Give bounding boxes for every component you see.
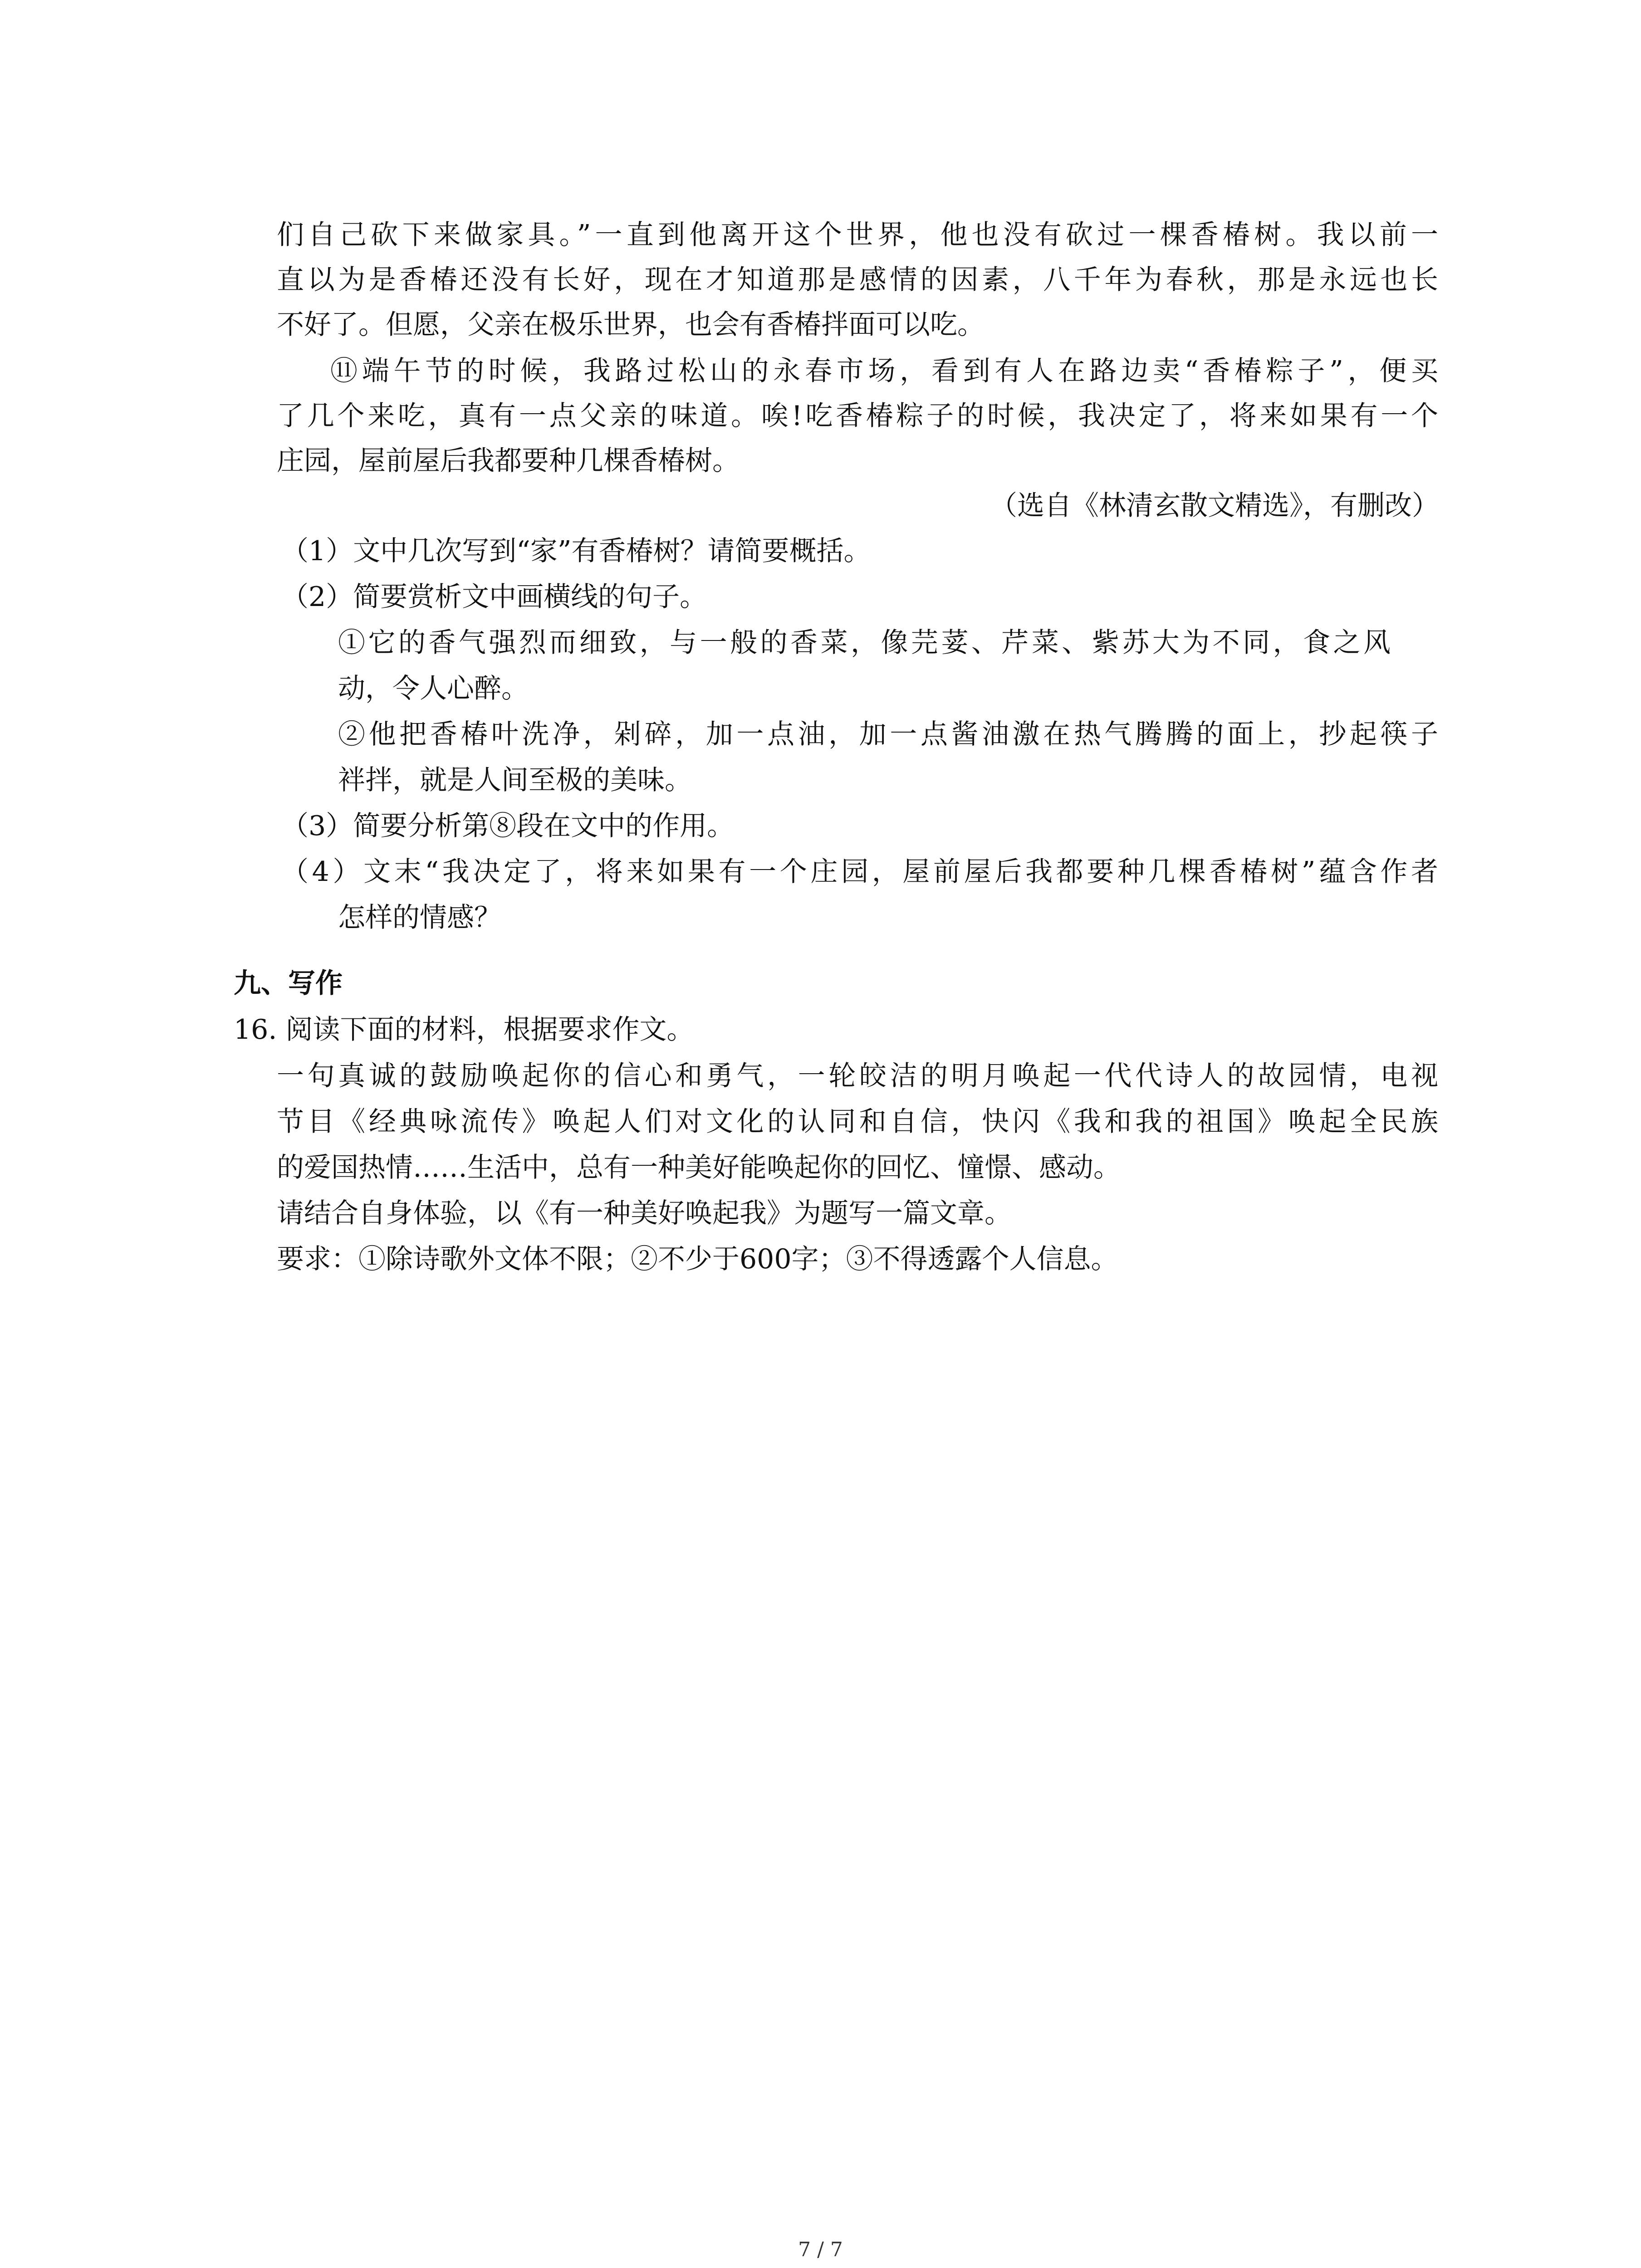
question-2-sentence-2-line-2: 袢拌，就是人间至极的美味。	[338, 764, 692, 796]
writing-task: 请结合自身体验，以《有一种美好唤起我》为题写一篇文章。	[277, 1198, 1012, 1229]
writing-material-line-1: 一句真诚的鼓励唤起你的信心和勇气，一轮皎洁的明月唤起一代代诗人的故园情，电视	[277, 1060, 1438, 1092]
passage-p10-line-1: 们自己砍下来做家具。”一直到他离开这个世界，他也没有砍过一棵香椿树。我以前一	[277, 219, 1438, 251]
question-4-line-2: 怎样的情感？	[338, 902, 501, 934]
writing-material-line-3: 的爱国热情……生活中，总有一种美好能唤起你的回忆、憧憬、感动。	[277, 1152, 1121, 1183]
question-3: （3）简要分析第⑧段在文中的作用。	[281, 810, 735, 842]
passage-p11-line-1: ⑪端午节的时候，我路过松山的永春市场，看到有人在路边卖“香椿粽子”，便买	[330, 355, 1438, 387]
passage-p11-line-2: 了几个来吃，真有一点父亲的味道。唉!吃香椿粽子的时候，我决定了，将来如果有一个	[277, 400, 1438, 432]
writing-material-line-2: 节目《经典咏流传》唤起人们对文化的认同和自信，快闪《我和我的祖国》唤起全民族	[277, 1106, 1438, 1138]
passage-p11-line-3: 庄园，屋前屋后我都要种几棵香椿树。	[277, 445, 740, 477]
question-4-line-1: （4）文末“我决定了，将来如果有一个庄园，屋前屋后我都要种几棵香椿树”蕴含作者	[281, 856, 1438, 888]
passage-p10-line-3: 不好了。但愿，父亲在极乐世界，也会有香椿拌面可以吃。	[277, 309, 985, 341]
question-2-sentence-1-line-1: ①它的香气强烈而细致，与一般的香菜，像芫荽、芹菜、紫苏大为不同，食之风	[338, 627, 1391, 659]
section-heading-writing: 九、写作	[234, 968, 343, 999]
passage-p10-line-2: 直以为是香椿还没有长好，现在才知道那是感情的因素，八千年为春秋，那是永远也长	[277, 264, 1438, 296]
question-2-sentence-2-line-1: ②他把香椿叶洗净，剁碎，加一点油，加一点酱油激在热气腾腾的面上，抄起筷子	[338, 719, 1438, 750]
question-1: （1）文中几次写到“家”有香椿树？请简要概括。	[281, 535, 871, 567]
writing-requirements: 要求：①除诗歌外文体不限；②不少于600字；③不得透露个人信息。	[277, 1243, 1118, 1275]
passage-source: （选自《林清玄散文精选》，有删改）	[990, 490, 1439, 522]
question-2: （2）简要赏析文中画横线的句子。	[281, 581, 707, 613]
question-2-sentence-1-line-2: 动，令人心醉。	[338, 673, 529, 704]
page-number: 7 / 7	[798, 2238, 843, 2261]
question-16-intro: 16. 阅读下面的材料，根据要求作文。	[234, 1014, 694, 1046]
